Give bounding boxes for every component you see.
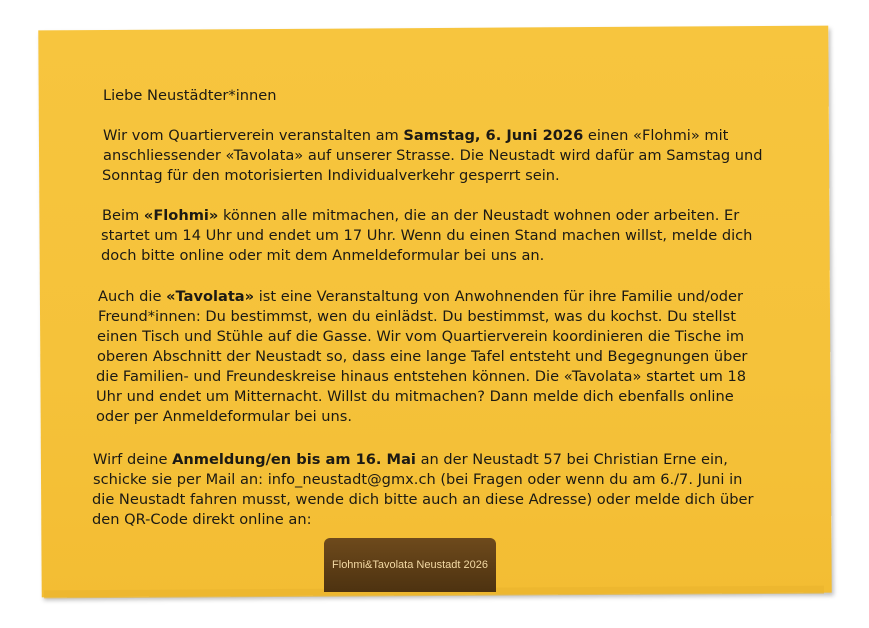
p1-line-3: Sonntag für den motorisierten Individualverkehr gesperrt sein. [102, 167, 560, 184]
p3-line-7: oder per Anmeldeformular bei uns. [96, 408, 353, 425]
p4-line-3: die Neustadt fahren musst, wende dich bitte auch an diese Adresse) oder melde dich über [92, 491, 754, 508]
flohmi-label: «Flohmi» [143, 207, 219, 224]
p1-line-2: anschliessender «Tavolata» auf unserer Strasse. Die Neustadt wird dafür am Samstag und [103, 147, 763, 164]
p4-line-4: den QR-Code direkt online an: [92, 511, 312, 528]
tavolata-label: «Tavolata» [166, 288, 255, 305]
registration-deadline: Anmeldung/en bis am 16. Mai [172, 451, 416, 468]
p2-line-1: Beim «Flohmi» können alle mitmachen, die an der Neustadt wohnen oder arbeiten. Er [102, 207, 740, 224]
p3-line-6: Uhr und endet um Mitternacht. Willst du mitmachen? Dann melde dich ebenfalls online [96, 388, 734, 405]
p4-line-2: schicke sie per Mail an: info_neustadt@gmx.ch (bei Fragen oder wenn du am 6./7. Juni in [93, 471, 743, 488]
p2-line-3: doch bitte online oder mit dem Anmeldeformular bei uns an. [101, 247, 545, 264]
p3-line-1: Auch die «Tavolata» ist eine Veranstaltung von Anwohnenden für ihre Familie und/oder [98, 288, 743, 305]
p4-line-1: Wirf deine Anmeldung/en bis am 16. Mai an der Neustadt 57 bei Christian Erne ein, [93, 451, 728, 468]
p3-line-2: Freund*innen: Du bestimmst, wen du einlädst. Du bestimmst, was du kochst. Du stellst [98, 308, 736, 325]
qr-code-label-badge: Flohmi&Tavolata Neustadt 2026 [324, 538, 496, 592]
p3-line-4: oberen Abschnitt der Neustadt so, dass eine lange Tafel entsteht und Begegnungen über [97, 348, 748, 365]
p1-line-1: Wir vom Quartierverein veranstalten am Samstag, 6. Juni 2026 einen «Flohmi» mit [103, 127, 729, 144]
p3-line-3: einen Tisch und Stühle auf die Gasse. Wir vom Quartierverein koordinieren die Tische im [97, 328, 745, 345]
p2-line-2: startet um 14 Uhr und endet um 17 Uhr. Wenn du einen Stand machen willst, melde dich [101, 227, 753, 244]
p3-line-5: die Familien- und Freundeskreise hinaus entstehen können. Die «Tavolata» startet um 18 [96, 368, 747, 385]
event-date: Samstag, 6. Juni 2026 [403, 127, 584, 144]
greeting: Liebe Neustädter*innen [103, 87, 277, 104]
